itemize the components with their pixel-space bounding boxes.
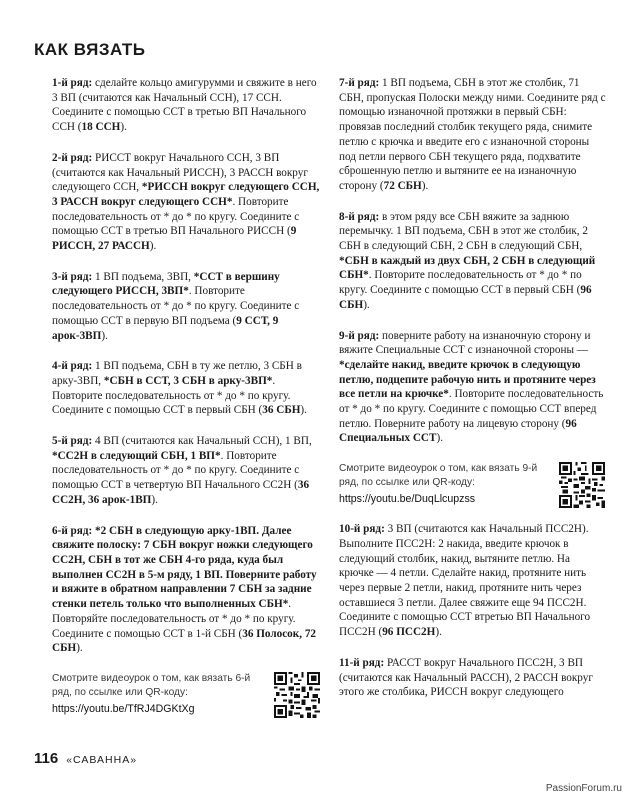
row-bold-text: 9 РИССН, 27 РАССН	[52, 225, 297, 253]
row-text: ).	[435, 626, 442, 639]
row-bold-text: *ССТ в вершину следующего РИССН, 3ВП*	[52, 270, 280, 298]
row-bold-text: 36 СБН	[262, 404, 301, 417]
row-bold-text: *РИССН вокруг следующего ССН, 3 РАССН вокруг следующего ССН*	[52, 181, 320, 208]
row-text: 1 ВП подъема, СБН в ту же петлю, 3 СБН в арку-3ВП,	[52, 360, 302, 387]
row-1-instruction	[52, 76, 322, 135]
row-4-instruction	[52, 359, 322, 418]
row-9-instruction	[339, 329, 607, 447]
right-column	[339, 76, 607, 716]
row-bold-text: 96 ПСС2Н	[382, 626, 436, 639]
row-text: 1 ВП подъема, 3ВП,	[92, 270, 194, 283]
row-text: 4 ВП (считаются как Начальный ССН), 1 ВП,	[92, 435, 312, 448]
row-text: . Повторите последовательность от * до * по кругу. Соедините с помощью ССТ в третью ВП Начального РИССН (	[52, 195, 300, 238]
row-8-instruction	[339, 210, 607, 313]
magazine-name: «САВАННА»	[66, 754, 138, 766]
row-text: ).	[76, 642, 83, 655]
row-text: ).	[101, 329, 108, 342]
row-text: . Повторяйте последовательность от * до * по кругу. Соедините с помощью ССТ в 1-й СБН (	[52, 598, 296, 640]
row-label: 10-й ряд:	[339, 523, 385, 536]
row-bold-text: *2 СБН в следующую арку-1ВП. Далее свяжите полоску: 7 СБН вокруг ножки следующего СС2Н, СБН в тот же СБН 4-го ряда, куда был выполнен СС2Н в 5-м ряду, 1 ВП. Поверните работу и вяжите в обратном направлении 7 СБН за задние стенки петель только что выполненных СБН*	[52, 524, 317, 611]
row-label: 4-й ряд:	[52, 360, 93, 373]
row-bold-text: 18 ССН	[81, 121, 121, 134]
row-text: ).	[300, 404, 307, 417]
row-bold-text: 96 Специальных ССТ	[339, 417, 577, 445]
row-bold-text: *СС2Н в следующий СБН, 1 ВП*	[52, 449, 221, 462]
row-text: поверните работу на изнаночную сторону и вяжите Специальные ССТ с изнаночной стороны —	[339, 329, 591, 357]
watermark: PassionForum.ru	[545, 783, 622, 794]
row-label: 3-й ряд:	[52, 270, 93, 283]
video-lesson-box-row-6	[52, 672, 322, 716]
row-label: 5-й ряд:	[52, 435, 93, 448]
row-text: сделайте кольцо амигурумми и свяжите в него 3 ВП (считаются как Начальный ССН), 17 ССН. Соедините с помощью ССТ в третью ВП Начального ССН (	[52, 77, 317, 134]
row-10-instruction	[339, 522, 607, 640]
row-text: . Повторите последовательность от * до * по кругу. Соедините с помощью ССТ вперед петлю. Поверните работу на лицевую сторону (	[339, 388, 604, 430]
row-bold-text: 36 СС2Н, 36 арок-1ВП	[52, 479, 310, 506]
row-11-instruction	[339, 656, 607, 700]
row-7-instruction	[339, 76, 607, 194]
row-label: 6-й ряд:	[52, 524, 93, 537]
row-text: . Повторите последовательность от * до * по кругу. Соедините с помощью ССТ в первый СБН (	[339, 269, 582, 297]
row-label: 2-й ряд:	[52, 151, 93, 164]
row-label: 7-й ряд:	[339, 77, 380, 89]
row-text: в этом ряду все СБН вяжите за заднюю перемычку. 1 ВП подъема, СБН в этот же столбик, 2 СБН в следующий СБН, 2 СБН в следующий СБН,	[339, 210, 588, 253]
row-text: ).	[363, 298, 370, 311]
row-text: 3 ВП (считаются как Начальный ПСС2Н). Выполните ПСС2Н: 2 накида, введите крючок в следующий столбик, накид, вытяните петлю. На крючке — 4 петли. Сделайте накид, протяните нить через первые 2 петли, накид, протяните нить через оставшиеся 3 петли. Далее свяжите еще 94 ПСС2Н. Соедините с помощью ССТ втретью ВП Начального ПСС2Н (	[339, 523, 591, 639]
row-text: ).	[436, 432, 443, 445]
row-text: ).	[149, 240, 157, 253]
page-number: 116	[34, 750, 59, 767]
row-text: . Повторите последовательность от * до * по кругу. Соедините с помощью ССТ в четвертую ВП Начального СС2Н (	[52, 449, 300, 492]
row-bold-text: 36 Полосок, 72 СБН	[52, 627, 317, 655]
row-bold-text: 72 СБН	[383, 179, 422, 192]
video-lesson-text: Смотрите видеоурок о том, как вязать 6-й ряд, по ссылке или QR-коду:	[52, 672, 251, 698]
row-text: РАССТ вокруг Начального ПСС2Н, 3 ВП (считаются как Начальный РАССН), 2 РАССН вокруг этого же столбика, РИССН вокруг следующего	[339, 656, 593, 699]
row-text: ).	[120, 121, 127, 134]
row-bold-text: 96 СБН	[339, 284, 592, 311]
video-lesson-box-row-9	[339, 462, 607, 506]
row-label: 1-й ряд:	[52, 77, 93, 89]
row-bold-text: 9 ССТ, 9 арок-3ВП	[52, 314, 279, 342]
left-column	[52, 76, 322, 716]
page-heading: КАК ВЯЗАТЬ	[34, 40, 146, 59]
row-bold-text: *сделайте накид, введите крючок в следующую петлю, подцепите рабочую нить и протяните через все петли на крючке*	[339, 358, 596, 401]
row-3-instruction	[52, 270, 322, 344]
row-text: ).	[421, 179, 429, 192]
row-label: 11-й ряд:	[339, 656, 385, 669]
qr-code-icon[interactable]	[559, 462, 605, 508]
row-text: . Повторите последовательность от * до * по кругу. Соедините с помощью ССТ в первый СБН (	[52, 374, 291, 417]
row-5-instruction	[52, 434, 322, 508]
row-text: 1 ВП подъема, СБН в этот же столбик, 71 СБН, пропуская Полоски между ними. Соедините ряд с помощью изнаночной протяжки в первый СБН: провязав последний столбик текущего ряда, снимите петлю с крючка и введите его с изнаночной стороны под петли первого СБН текущего ряда, подхватите сброшенную петлю и вытяните ее на изнаночную сторону (	[339, 77, 606, 192]
row-6-instruction	[52, 524, 322, 656]
video-link[interactable]: https://youtu.be/DuqLlcupzss	[339, 493, 476, 506]
video-link[interactable]: https://youtu.be/TfRJ4DGKtXg	[52, 702, 195, 715]
row-bold-text: *СБН в ССТ, 3 СБН в арку-3ВП*	[103, 374, 273, 387]
page-footer	[34, 750, 137, 768]
row-text: РИССТ вокруг Начального ССН, 3 ВП (считаются как Начальный РИССН), 3 РАССН вокруг следующего ССН,	[52, 151, 308, 194]
row-text: . Повторите последовательность от * до * по кругу. Соедините с помощью ССТ в первую ВП подъема (	[52, 285, 300, 327]
row-label: 9-й ряд:	[339, 329, 380, 342]
video-lesson-text: Смотрите видеоурок о том, как вязать 9-й ряд, по ссылке или QR-коду:	[339, 463, 538, 489]
qr-code-icon[interactable]	[274, 672, 320, 718]
row-2-instruction	[52, 151, 322, 254]
row-bold-text: *СБН в каждый из двух СБН, 2 СБН в следующий СБН*	[339, 254, 596, 282]
row-text: ).	[151, 493, 158, 506]
row-label: 8-й ряд:	[339, 210, 380, 223]
